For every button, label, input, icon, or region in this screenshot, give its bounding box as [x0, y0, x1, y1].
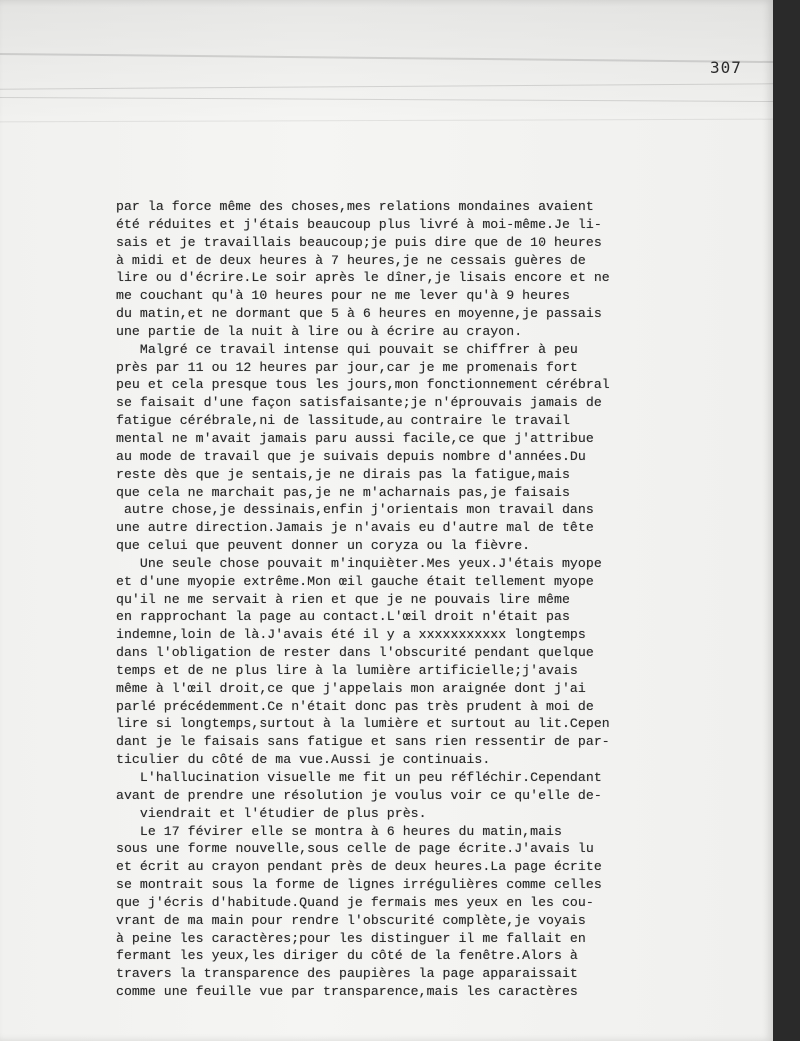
- text-line: et écrit au crayon pendant près de deux heures.La page écrite: [116, 859, 602, 875]
- text-line: sous une forme nouvelle,sous celle de page écrite.J'avais lu: [116, 841, 594, 857]
- text-line: travers la transparence des paupières la page apparaissait: [116, 966, 578, 982]
- text-line: du matin,et ne dormant que 5 à 6 heures en moyenne,je passais: [116, 306, 602, 322]
- text-line: une autre direction.Jamais je n'avais eu d'autre mal de tête: [116, 520, 594, 536]
- text-line: me couchant qu'à 10 heures pour ne me lever qu'à 9 heures: [116, 288, 570, 304]
- text-line: vrant de ma main pour rendre l'obscurité complète,je voyais: [116, 912, 586, 928]
- text-line: Une seule chose pouvait m'inquièter.Mes yeux.J'étais myope: [116, 555, 602, 571]
- text-line: été réduites et j'étais beaucoup plus livré à moi-même.Je li-: [116, 216, 602, 232]
- scanner-border: [773, 0, 800, 1041]
- text-line: temps et de ne plus lire à la lumière artificielle;j'avais: [116, 662, 578, 678]
- text-line: que celui que peuvent donner un coryza ou la fièvre.: [116, 538, 531, 554]
- text-line: se montrait sous la forme de lignes irrégulières comme celles: [116, 877, 602, 893]
- text-line: indemne,loin de là.J'avais été il y a xxxxxxxxxxx longtemps: [116, 627, 586, 643]
- text-line: avant de prendre une résolution je voulus voir ce qu'elle de-: [116, 787, 602, 803]
- text-line: sais et je travaillais beaucoup;je puis dire que de 10 heures: [116, 234, 602, 250]
- text-line: comme une feuille vue par transparence,mais les caractères: [116, 984, 578, 1000]
- paper-crease: [0, 119, 773, 123]
- text-line: à peine les caractères;pour les distinguer il me fallait en: [116, 930, 586, 946]
- page-number: 307: [710, 58, 742, 77]
- paper-crease: [0, 53, 773, 63]
- text-line: viendrait et l'étudier de plus près.: [116, 805, 427, 821]
- text-line: lire si longtemps,surtout à la lumière et surtout au lit.Cepen: [116, 716, 610, 732]
- text-line: que cela ne marchait pas,je ne m'acharnais pas,je faisais: [116, 484, 570, 500]
- text-line: ticulier du côté de ma vue.Aussi je continuais.: [116, 752, 491, 768]
- text-line: Le 17 févirer elle se montra à 6 heures du matin,mais: [116, 823, 562, 839]
- text-line: Malgré ce travail intense qui pouvait se chiffrer à peu: [116, 341, 578, 357]
- text-line: au mode de travail que je suivais depuis nombre d'années.Du: [116, 448, 586, 464]
- text-line: fermant les yeux,les diriger du côté de la fenêtre.Alors à: [116, 948, 578, 964]
- text-line: parlé précédemment.Ce n'était donc pas très prudent à moi de: [116, 698, 594, 714]
- text-line: fatigue cérébrale,ni de lassitude,au contraire le travail: [116, 413, 570, 429]
- text-line: dant je le faisais sans fatigue et sans rien ressentir de par-: [116, 734, 610, 750]
- text-line: mental ne m'avait jamais paru aussi facile,ce que j'attribue: [116, 430, 594, 446]
- text-line: peu et cela presque tous les jours,mon fonctionnement cérébral: [116, 377, 610, 393]
- paper-crease: [0, 97, 773, 102]
- typed-body-text: [116, 198, 761, 1001]
- text-line: par la force même des choses,mes relations mondaines avaient: [116, 199, 594, 214]
- text-line: même à l'œil droit,ce que j'appelais mon araignée dont j'ai: [116, 680, 586, 696]
- text-line: une partie de la nuit à lire ou à écrire au crayon.: [116, 323, 523, 339]
- text-line: se faisait d'une façon satisfaisante;je n'éprouvais jamais de: [116, 395, 602, 411]
- text-line: lire ou d'écrire.Le soir après le dîner,je lisais encore et ne: [116, 270, 610, 286]
- text-line: près par 11 ou 12 heures par jour,car je me promenais fort: [116, 359, 578, 375]
- text-line: autre chose,je dessinais,enfin j'orientais mon travail dans: [116, 502, 594, 518]
- text-line: dans l'obligation de rester dans l'obscurité pendant quelque: [116, 645, 594, 661]
- paper-crease: [0, 83, 773, 89]
- text-line: que j'écris d'habitude.Quand je fermais mes yeux en les cou-: [116, 894, 594, 910]
- text-line: L'hallucination visuelle me fit un peu réfléchir.Cependant: [116, 770, 602, 785]
- text-line: et d'une myopie extrême.Mon œil gauche était tellement myope: [116, 573, 594, 589]
- text-line: en rapprochant la page au contact.L'œil droit n'était pas: [116, 609, 570, 625]
- text-line: qu'il ne me servait à rien et que je ne pouvais lire même: [116, 591, 570, 607]
- text-line: reste dès que je sentais,je ne dirais pas la fatigue,mais: [116, 466, 570, 482]
- text-line: à midi et de deux heures à 7 heures,je ne cessais guères de: [116, 252, 586, 268]
